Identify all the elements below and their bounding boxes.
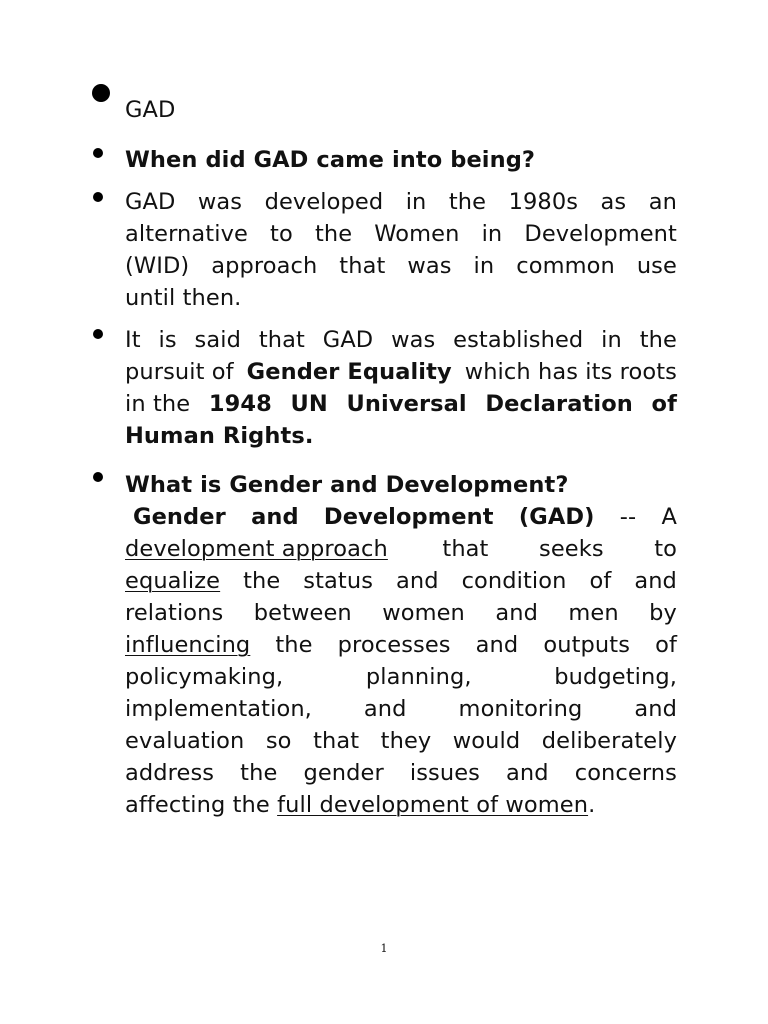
p2-line-3: in the 1948 UN Universal Declaration of: [125, 391, 677, 417]
p1-line-1: GAD was developed in the 1980s as an: [125, 189, 677, 215]
p2-line-4: Human Rights.: [125, 423, 314, 449]
p1-line-4: until then.: [125, 285, 242, 311]
question-what: [125, 469, 677, 501]
p1-line-3: (WID) approach that was in common use: [125, 253, 677, 279]
heading-gad: [125, 94, 677, 126]
question-when-text: When did GAD came into being?: [125, 147, 536, 173]
p3-line-5: influencing the processes and outputs of: [125, 632, 677, 658]
question-what-text: What is Gender and Development?: [125, 472, 569, 498]
p3-line-4: relations between women and men by: [125, 600, 677, 626]
bullet-icon: [92, 84, 110, 102]
full-development-phrase: full development of women: [277, 792, 589, 818]
heading-text: GAD: [125, 97, 176, 123]
page-number: 1: [380, 942, 388, 955]
bullet-icon: [93, 148, 103, 158]
p2-line-2: pursuit of Gender Equality which has its roots: [125, 356, 677, 388]
paragraph-2: [125, 324, 677, 452]
bullet-icon: [93, 192, 103, 202]
p2-line-1: It is said that GAD was established in the: [125, 327, 677, 353]
p3-line-2: development approach that seeks to: [125, 536, 677, 562]
p3-line-10: affecting the full development of women.: [125, 792, 596, 818]
p3-line-3: equalize the status and condition of and: [125, 568, 677, 594]
p3-line-8: evaluation so that they would deliberately: [125, 728, 677, 754]
paragraph-3: [125, 501, 677, 821]
p1-line-2: alternative to the Women in Development: [125, 221, 677, 247]
gender-equality-term: Gender Equality: [246, 359, 452, 385]
p3-line-6: policymaking, planning, budgeting,: [125, 664, 677, 690]
bullet-icon: [93, 472, 103, 482]
p3-line-1: Gender and Development (GAD) -- A: [133, 504, 677, 530]
question-when: [125, 144, 677, 176]
p3-line-9: address the gender issues and concerns: [125, 760, 677, 786]
p3-line-7: implementation, and monitoring and: [125, 696, 677, 722]
bullet-icon: [93, 329, 103, 339]
paragraph-1: [125, 186, 677, 314]
